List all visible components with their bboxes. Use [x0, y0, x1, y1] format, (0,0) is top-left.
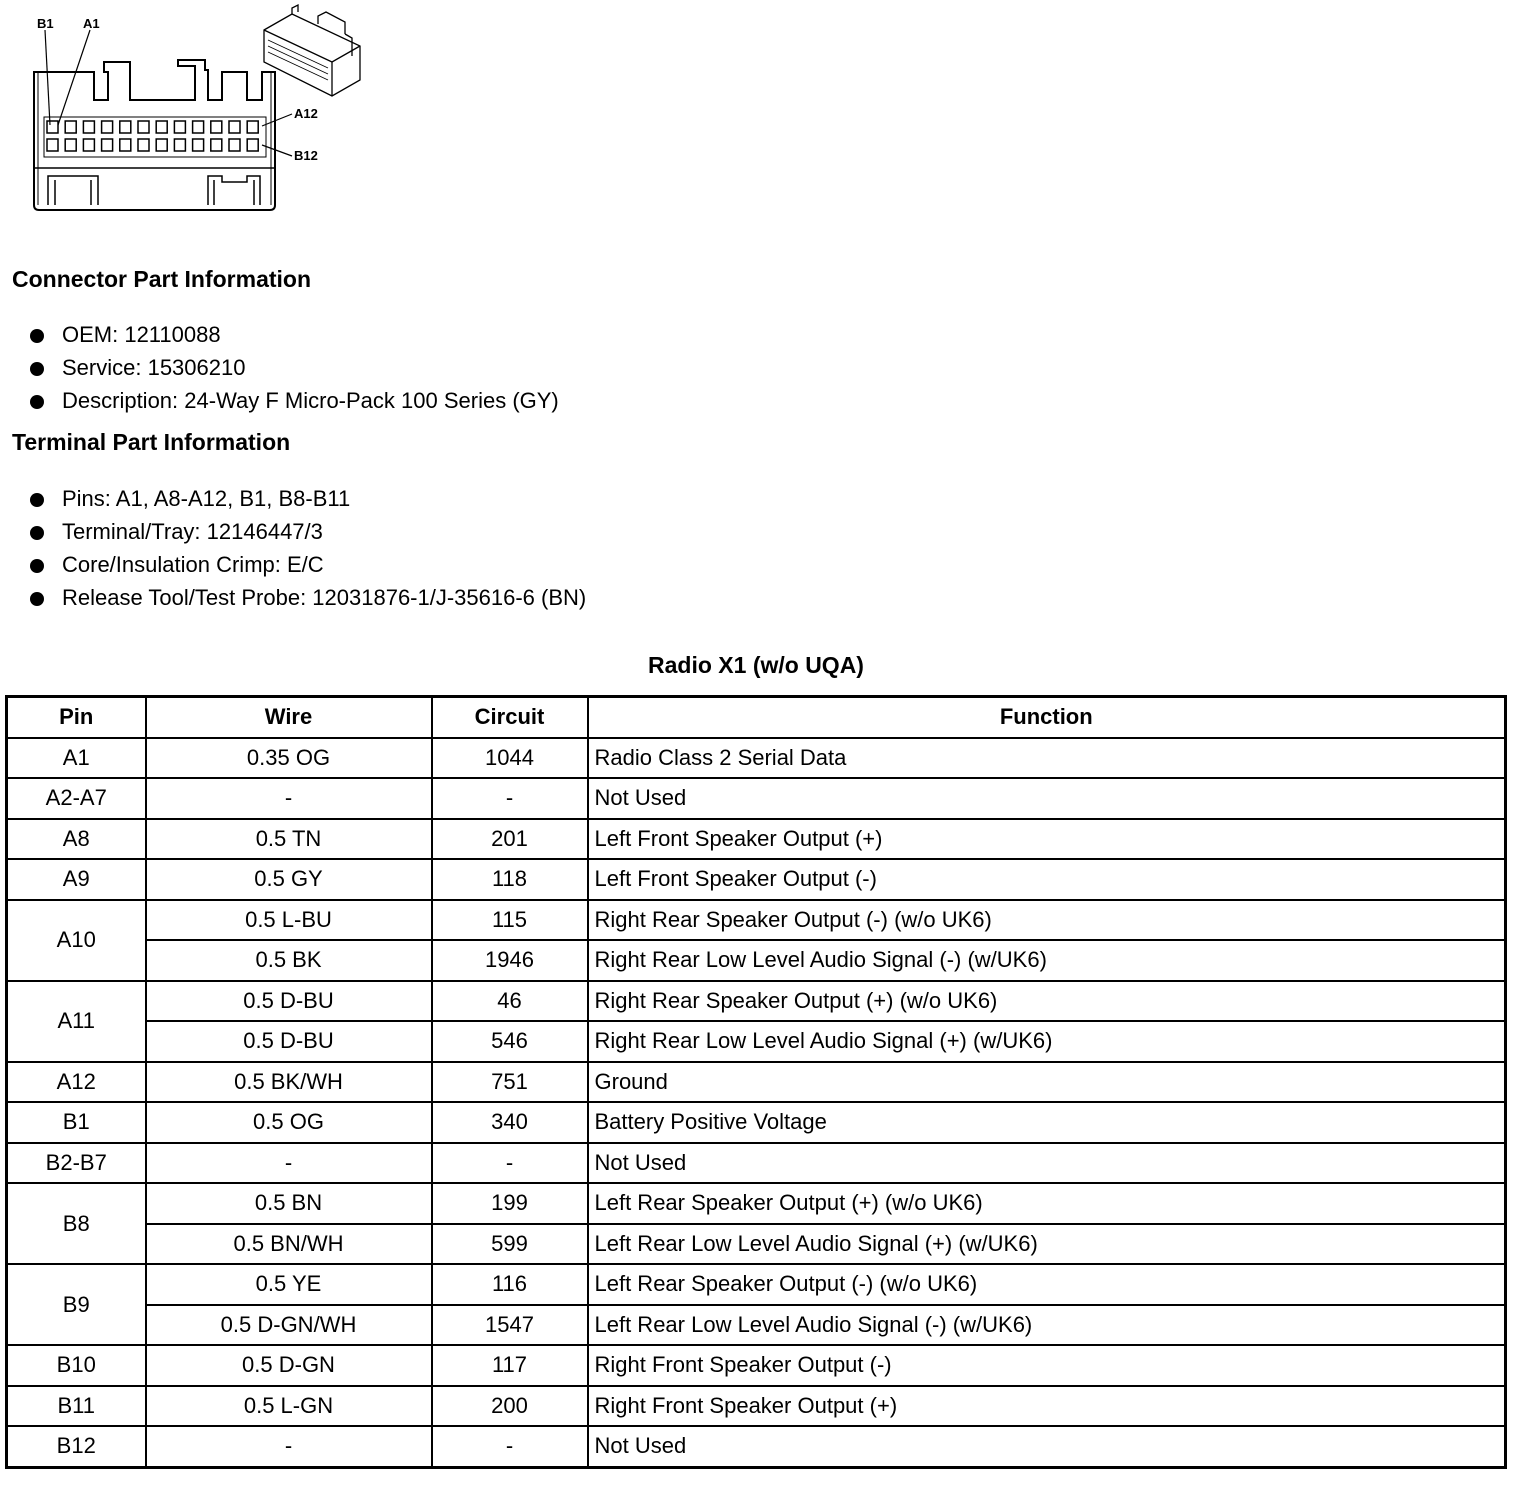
connector-cavity	[65, 121, 76, 133]
cell-circuit: 546	[432, 1021, 588, 1062]
connector-cavity	[47, 139, 58, 151]
cell-function: Ground	[588, 1062, 1506, 1103]
cell-pin: B11	[7, 1386, 146, 1427]
cell-wire: 0.5 BK/WH	[146, 1062, 432, 1103]
cell-function: Right Rear Speaker Output (+) (w/o UK6)	[588, 981, 1506, 1022]
table-row	[7, 981, 1506, 1022]
cell-circuit: 118	[432, 859, 588, 900]
terminal-crimp: Core/Insulation Crimp: E/C	[62, 552, 324, 577]
connector-cavity	[138, 121, 149, 133]
terminal-info-list	[28, 484, 586, 616]
table-body	[7, 738, 1506, 1468]
table-row	[7, 819, 1506, 860]
list-item	[28, 484, 586, 517]
cell-pin: B12	[7, 1426, 146, 1467]
cell-circuit: 200	[432, 1386, 588, 1427]
label-b12: B12	[294, 148, 318, 163]
label-a1: A1	[83, 16, 100, 31]
cell-circuit: 46	[432, 981, 588, 1022]
cell-pin: B2-B7	[7, 1143, 146, 1184]
cell-circuit: 117	[432, 1345, 588, 1386]
table-title: Radio X1 (w/o UQA)	[648, 652, 864, 678]
terminal-pins: Pins: A1, A8-A12, B1, B8-B11	[62, 486, 351, 511]
connector-cavity	[83, 139, 94, 151]
table-row	[7, 738, 1506, 779]
connector-service: Service: 15306210	[62, 355, 246, 380]
connector-cavity	[47, 121, 58, 133]
cell-circuit: 199	[432, 1183, 588, 1224]
list-item	[28, 550, 586, 583]
header-wire: Wire	[146, 697, 432, 738]
connector-cavity	[102, 121, 113, 133]
cell-function: Right Rear Speaker Output (-) (w/o UK6)	[588, 900, 1506, 941]
connector-cavity	[174, 139, 185, 151]
cell-pin: B1	[7, 1102, 146, 1143]
connector-cavity	[211, 139, 222, 151]
cell-function: Radio Class 2 Serial Data	[588, 738, 1506, 779]
cell-wire: 0.5 YE	[146, 1264, 432, 1305]
connector-cavity	[65, 139, 76, 151]
connector-cavity	[211, 121, 222, 133]
connector-cavity	[247, 121, 258, 133]
cell-circuit: 751	[432, 1062, 588, 1103]
connector-cavity	[229, 121, 240, 133]
table-row	[7, 1345, 1506, 1386]
cell-wire: 0.5 D-BU	[146, 1021, 432, 1062]
cell-circuit: 116	[432, 1264, 588, 1305]
connector-cavity	[156, 121, 167, 133]
bullet-icon	[30, 526, 44, 540]
cell-circuit: -	[432, 1426, 588, 1467]
table-row	[7, 1183, 1506, 1224]
table-row	[7, 1305, 1506, 1346]
connector-cavity	[193, 139, 204, 151]
cell-pin: B10	[7, 1345, 146, 1386]
cell-pin: A8	[7, 819, 146, 860]
connector-cavity	[156, 139, 167, 151]
connector-info-list	[28, 320, 559, 419]
connector-info-heading: Connector Part Information	[12, 266, 312, 292]
cell-circuit: -	[432, 778, 588, 819]
cell-function: Left Rear Low Level Audio Signal (-) (w/UK6)	[588, 1305, 1506, 1346]
header-pin: Pin	[7, 697, 146, 738]
bullet-icon	[30, 493, 44, 507]
cell-function: Not Used	[588, 1143, 1506, 1184]
cell-pin: A1	[7, 738, 146, 779]
cell-pin: B9	[7, 1264, 146, 1345]
cell-pin: A12	[7, 1062, 146, 1103]
connector-cavity	[174, 121, 185, 133]
table-row	[7, 859, 1506, 900]
connector-cavity	[83, 121, 94, 133]
cell-function: Left Rear Speaker Output (+) (w/o UK6)	[588, 1183, 1506, 1224]
table-row	[7, 1102, 1506, 1143]
cell-function: Right Rear Low Level Audio Signal (+) (w/UK6)	[588, 1021, 1506, 1062]
cell-wire: 0.5 L-GN	[146, 1386, 432, 1427]
table-row	[7, 1386, 1506, 1427]
cell-circuit: 1044	[432, 738, 588, 779]
cell-circuit: 115	[432, 900, 588, 941]
connector-cavity	[120, 121, 131, 133]
cell-function: Not Used	[588, 1426, 1506, 1467]
cell-wire: 0.5 D-GN	[146, 1345, 432, 1386]
connector-description: Description: 24-Way F Micro-Pack 100 Series (GY)	[62, 388, 559, 413]
cell-wire: 0.35 OG	[146, 738, 432, 779]
cell-wire: 0.5 TN	[146, 819, 432, 860]
cell-circuit: 340	[432, 1102, 588, 1143]
label-b1: B1	[37, 16, 54, 31]
bullet-icon	[30, 329, 44, 343]
cell-wire: -	[146, 1143, 432, 1184]
table-row	[7, 1426, 1506, 1467]
connector-cavity	[193, 121, 204, 133]
cell-circuit: 1946	[432, 940, 588, 981]
header-circuit: Circuit	[432, 697, 588, 738]
list-item	[28, 320, 559, 353]
table-row	[7, 1143, 1506, 1184]
table-row	[7, 900, 1506, 941]
list-item	[28, 386, 559, 419]
cell-function: Not Used	[588, 778, 1506, 819]
label-a12: A12	[294, 106, 318, 121]
table-row	[7, 1062, 1506, 1103]
connector-cavity	[247, 139, 258, 151]
list-item	[28, 353, 559, 386]
bullet-icon	[30, 592, 44, 606]
cell-pin: A9	[7, 859, 146, 900]
pinout-table	[5, 695, 1507, 1469]
list-item	[28, 517, 586, 550]
cell-function: Left Front Speaker Output (+)	[588, 819, 1506, 860]
cell-circuit: -	[432, 1143, 588, 1184]
connector-cavity	[229, 139, 240, 151]
cell-wire: -	[146, 778, 432, 819]
cell-function: Right Rear Low Level Audio Signal (-) (w/UK6)	[588, 940, 1506, 981]
terminal-release-tool: Release Tool/Test Probe: 12031876-1/J-35616-6 (BN)	[62, 585, 587, 610]
cell-circuit: 1547	[432, 1305, 588, 1346]
terminal-tray: Terminal/Tray: 12146447/3	[62, 519, 323, 544]
cell-wire: 0.5 L-BU	[146, 900, 432, 941]
terminal-info-heading: Terminal Part Information	[12, 429, 291, 455]
cell-function: Right Front Speaker Output (-)	[588, 1345, 1506, 1386]
cell-wire: 0.5 D-BU	[146, 981, 432, 1022]
connector-iso-icon	[264, 5, 360, 96]
connector-cavity	[138, 139, 149, 151]
cell-circuit: 201	[432, 819, 588, 860]
cell-function: Battery Positive Voltage	[588, 1102, 1506, 1143]
cell-function: Left Front Speaker Output (-)	[588, 859, 1506, 900]
cell-wire: 0.5 D-GN/WH	[146, 1305, 432, 1346]
cell-function: Right Front Speaker Output (+)	[588, 1386, 1506, 1427]
connector-oem: OEM: 12110088	[62, 322, 221, 347]
table-row	[7, 1264, 1506, 1305]
cell-function: Left Rear Low Level Audio Signal (+) (w/UK6)	[588, 1224, 1506, 1265]
cell-pin: A2-A7	[7, 778, 146, 819]
cell-circuit: 599	[432, 1224, 588, 1265]
bullet-icon	[30, 559, 44, 573]
cell-function: Left Rear Speaker Output (-) (w/o UK6)	[588, 1264, 1506, 1305]
cell-pin: A11	[7, 981, 146, 1062]
cell-wire: -	[146, 1426, 432, 1467]
table-row	[7, 1224, 1506, 1265]
cell-wire: 0.5 BN	[146, 1183, 432, 1224]
list-item	[28, 583, 586, 616]
table-row	[7, 778, 1506, 819]
header-function: Function	[588, 697, 1506, 738]
cell-wire: 0.5 OG	[146, 1102, 432, 1143]
cell-wire: 0.5 BK	[146, 940, 432, 981]
connector-cavity	[120, 139, 131, 151]
table-row	[7, 940, 1506, 981]
cell-pin: B8	[7, 1183, 146, 1264]
bullet-icon	[30, 362, 44, 376]
table-row	[7, 1021, 1506, 1062]
table-header-row	[7, 697, 1506, 738]
cell-wire: 0.5 BN/WH	[146, 1224, 432, 1265]
connector-cavity	[102, 139, 113, 151]
cell-pin: A10	[7, 900, 146, 981]
bullet-icon	[30, 395, 44, 409]
cell-wire: 0.5 GY	[146, 859, 432, 900]
connector-face-diagram	[0, 0, 400, 225]
